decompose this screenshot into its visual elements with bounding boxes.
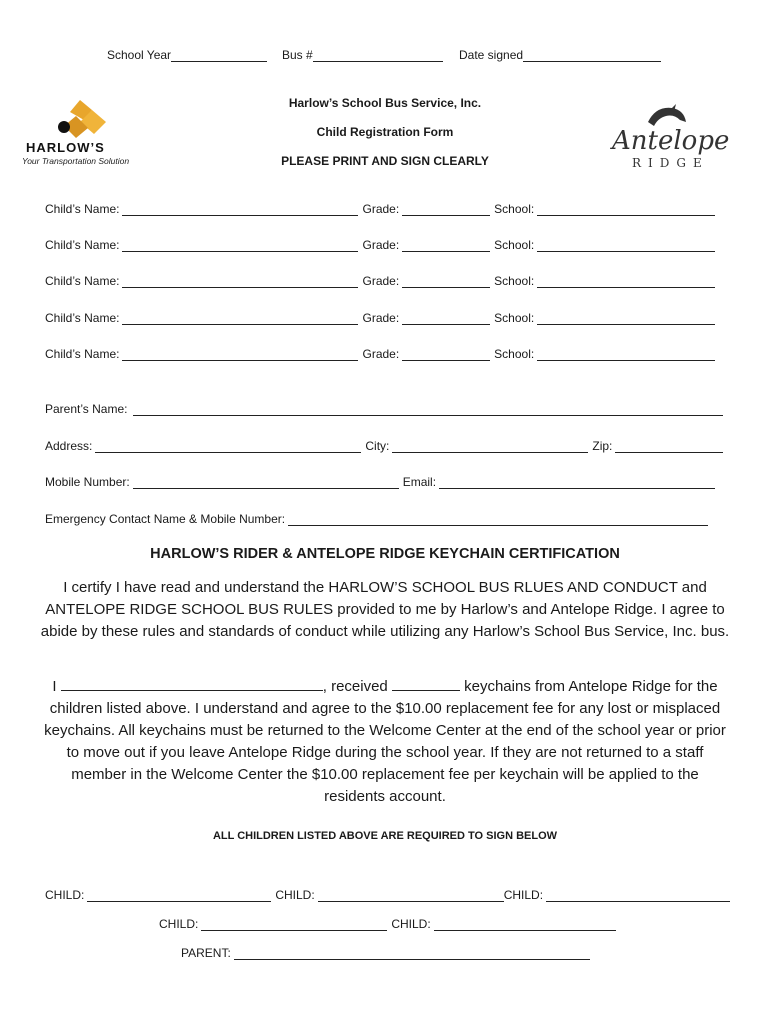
date-signed-field[interactable] [459, 46, 661, 62]
school-line[interactable] [537, 202, 715, 216]
child-name-line[interactable] [122, 202, 358, 216]
school-label: School: [494, 347, 535, 361]
school-line[interactable] [537, 311, 715, 325]
child-name-label: Child’s Name: [45, 311, 120, 325]
certifier-name-line[interactable] [61, 676, 323, 691]
email-label: Email: [402, 475, 437, 489]
child-name-label: Child’s Name: [45, 347, 120, 361]
grade-line[interactable] [402, 311, 490, 325]
child-row-4[interactable] [45, 309, 715, 325]
child-signature-label: CHILD: [159, 917, 199, 931]
school-label: School: [494, 238, 535, 252]
bus-number-label: Bus # [282, 48, 313, 62]
parent-name-field[interactable] [45, 400, 723, 416]
address-label: Address: [45, 439, 93, 453]
child-signature-line[interactable] [318, 888, 504, 902]
ridge-logo-sub: RIDGE [632, 156, 709, 170]
parent-name-line[interactable] [133, 402, 723, 416]
school-year-field[interactable] [107, 46, 267, 62]
cert-para2-start: I [52, 678, 57, 695]
child-signature-row-1[interactable] [45, 886, 730, 902]
child-name-line[interactable] [122, 311, 358, 325]
child-row-3[interactable] [45, 272, 715, 288]
form-title: Child Registration Form [316, 125, 454, 139]
grade-line[interactable] [402, 202, 490, 216]
child-name-line[interactable] [122, 347, 358, 361]
parent-name-label: Parent’s Name: [45, 402, 128, 416]
child-name-label: Child’s Name: [45, 274, 120, 288]
email-line[interactable] [439, 475, 715, 489]
school-label: School: [494, 274, 535, 288]
grade-label: Grade: [362, 347, 400, 361]
cert-para2-mid: , received [322, 678, 388, 695]
antelope-ridge-logo [610, 104, 730, 174]
mobile-email-field[interactable] [45, 473, 715, 489]
child-row-5[interactable] [45, 345, 715, 361]
grade-label: Grade: [362, 311, 400, 325]
grade-label: Grade: [362, 238, 400, 252]
certification-paragraph-1: I certify I have read and understand the HARLOW’S SCHOOL BUS RLUES AND CONDUCT and ANTELOPE RIDGE SCHOOL BUS RULES provided to me by Harlow’s and Antelope Ridge. I agree to abide by these rules and standards of conduct while utilizing any Harlow’s School Bus Service, Inc. bus. [40, 579, 730, 640]
grade-line[interactable] [402, 238, 490, 252]
school-line[interactable] [537, 347, 715, 361]
cert-para2-end: keychains from Antelope Ridge for the children listed above. I understand and agree to the $10.00 replacement fee for any lost or misplaced keychains. All keychains must be returned to the Welcome Center at the end of the school year or prior to move out if you leave Antelope Ridge during the school year. If they are not returned to a staff member in the Welcome Center the $10.00 replacement fee per keychain will be applied to the residents account. [44, 678, 726, 805]
child-signature-line[interactable] [434, 917, 616, 931]
school-year-line[interactable] [171, 48, 267, 62]
address-line[interactable] [95, 439, 361, 453]
school-year-label: School Year [107, 48, 172, 62]
zip-line[interactable] [615, 439, 723, 453]
bus-number-field[interactable] [282, 46, 443, 62]
child-signature-label: CHILD: [391, 917, 431, 931]
child-signature-line[interactable] [87, 888, 271, 902]
company-name: Harlow’s School Bus Service, Inc. [288, 96, 482, 110]
grade-line[interactable] [402, 274, 490, 288]
child-row-1[interactable] [45, 200, 715, 216]
school-label: School: [494, 202, 535, 216]
harlows-logo-tagline: Your Transportation Solution [22, 156, 130, 166]
address-field[interactable] [45, 437, 723, 453]
mobile-line[interactable] [133, 475, 399, 489]
school-line[interactable] [537, 238, 715, 252]
mobile-label: Mobile Number: [45, 475, 130, 489]
emergency-contact-line[interactable] [288, 512, 708, 526]
grade-label: Grade: [362, 274, 400, 288]
child-signature-line[interactable] [546, 888, 730, 902]
child-signature-label: CHILD: [275, 888, 315, 902]
zip-label: Zip: [592, 439, 613, 453]
child-row-2[interactable] [45, 236, 715, 252]
child-signature-label: CHILD: [503, 888, 544, 902]
child-signature-line[interactable] [201, 917, 387, 931]
keychain-count-line[interactable] [392, 676, 460, 691]
certification-heading: HARLOW’S RIDER & ANTELOPE RIDGE KEYCHAIN CERTIFICATION [150, 546, 620, 562]
grade-label: Grade: [362, 202, 400, 216]
city-label: City: [365, 439, 390, 453]
child-signature-row-2[interactable] [159, 915, 616, 931]
grade-line[interactable] [402, 347, 490, 361]
parent-signature-label: PARENT: [181, 946, 231, 960]
city-line[interactable] [392, 439, 588, 453]
harlows-logo [18, 92, 143, 172]
school-line[interactable] [537, 274, 715, 288]
bus-number-line[interactable] [313, 48, 443, 62]
print-instruction: PLEASE PRINT AND SIGN CLEARLY [281, 154, 489, 168]
child-name-label: Child’s Name: [45, 202, 120, 216]
school-label: School: [494, 311, 535, 325]
date-signed-label: Date signed [459, 48, 524, 62]
parent-signature-row[interactable] [181, 944, 590, 960]
child-name-label: Child’s Name: [45, 238, 120, 252]
parent-signature-line[interactable] [234, 946, 590, 960]
child-name-line[interactable] [122, 238, 358, 252]
signature-notice: ALL CHILDREN LISTED ABOVE ARE REQUIRED TO SIGN BELOW [212, 830, 558, 842]
child-signature-label: CHILD: [45, 888, 85, 902]
date-signed-line[interactable] [523, 48, 661, 62]
emergency-contact-field[interactable] [45, 510, 708, 526]
certification-paragraph-2 [40, 676, 730, 808]
emergency-contact-label: Emergency Contact Name & Mobile Number: [45, 512, 286, 526]
harlows-logo-name: HARLOW’S [26, 140, 105, 155]
child-name-line[interactable] [122, 274, 358, 288]
antelope-logo-name: Antelope [612, 126, 730, 156]
